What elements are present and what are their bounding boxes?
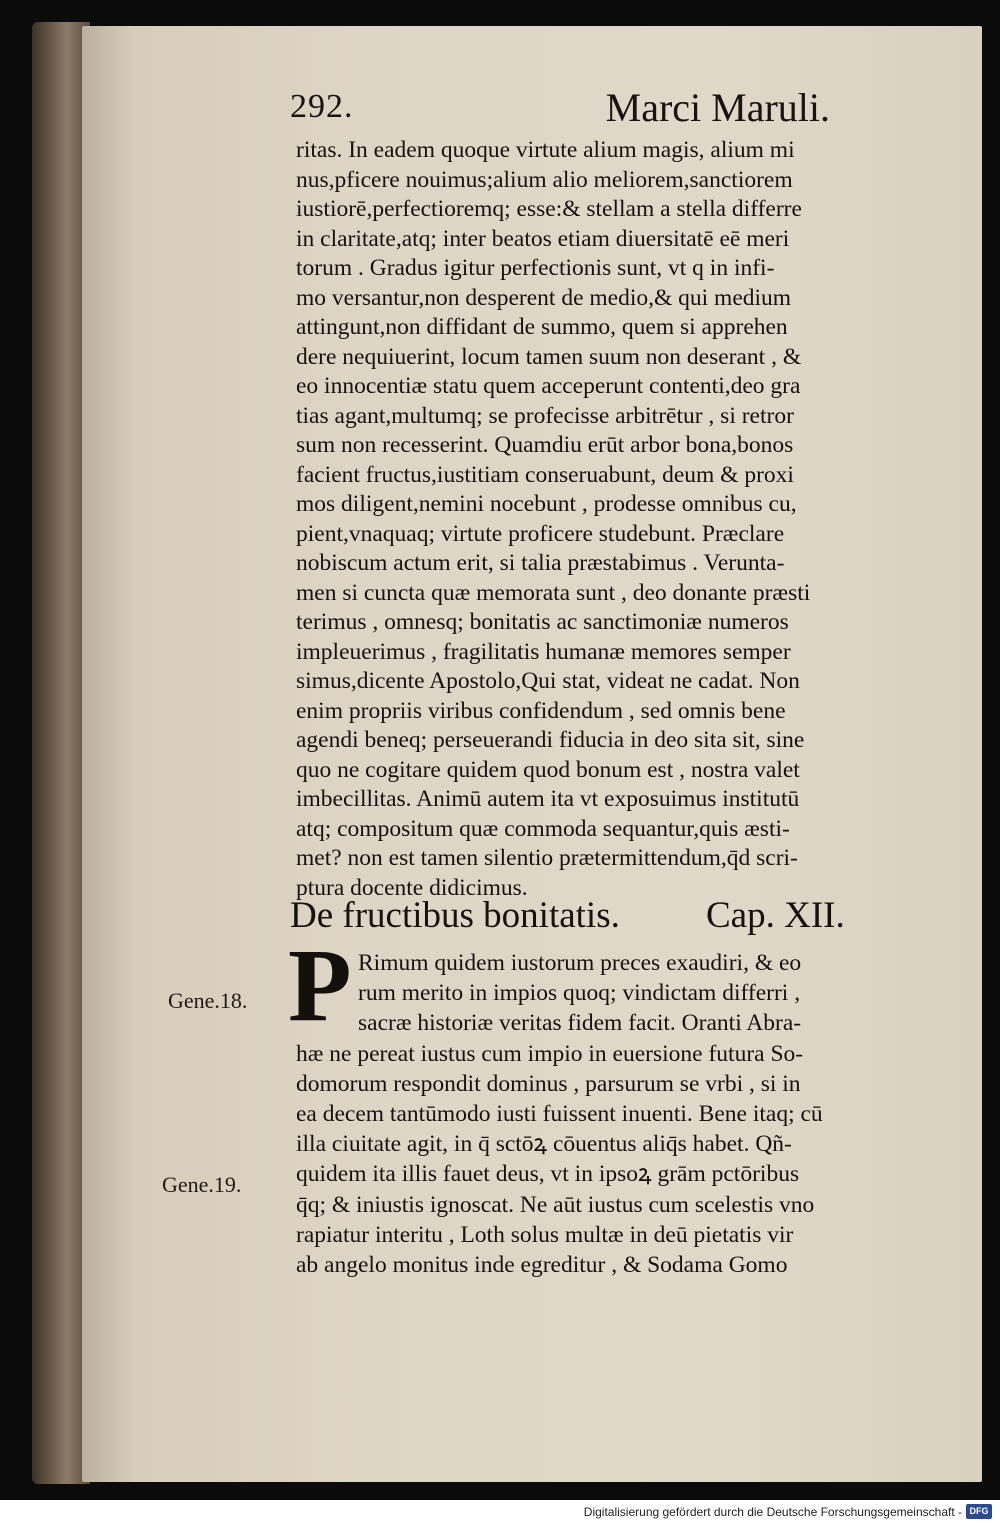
text-line: illa ciuitate agit, in q̄ sctōꝝ cōuentus aliq̄s habet. Qñ- xyxy=(296,1131,792,1158)
chapter-heading xyxy=(290,892,890,944)
text-line: impleuerimus , fragilitatis humanæ memores semper xyxy=(296,638,791,665)
chapter-title: De fructibus bonitatis. xyxy=(290,895,620,936)
chapter-text xyxy=(296,948,946,1280)
text-line: rapiatur interitu , Loth solus multæ in deū pietatis vir xyxy=(296,1221,794,1248)
text-line: simus,dicente Apostolo,Qui stat, videat ne cadat. Non xyxy=(296,668,800,694)
dfg-logo-icon: DFG xyxy=(966,1504,992,1519)
text-line: met? non est tamen silentio prætermittendum,q̄d scri- xyxy=(296,845,798,871)
text-line: nus,pficere nouimus;alium alio meliorem,sanctiorem xyxy=(296,166,793,193)
text-line: agendi beneq; perseuerandi fiducia in deo sita sit, sine xyxy=(296,727,805,753)
text-line: tias agant,multumq; se profecisse arbitrētur , si retror xyxy=(296,402,794,429)
text-line: eo innocentiæ statu quem acceperunt contenti,deo gra xyxy=(296,373,801,399)
text-line: quo ne cogitare quidem quod bonum est , nostra valet xyxy=(296,756,800,783)
margin-note: Gene.19. xyxy=(162,1172,242,1197)
text-line: torum . Gradus igitur perfectionis sunt, vt q in infi- xyxy=(296,255,775,281)
margin-note: Gene.18. xyxy=(168,988,248,1013)
text-line: Rimum quidem iustorum preces exaudiri, & eo xyxy=(358,950,802,976)
chapter-number: Cap. XII. xyxy=(706,895,845,936)
text-line: imbecillitas. Animū autem ita vt exposuimus institutū xyxy=(296,786,800,812)
text-line: enim propriis viribus confidendum , sed omnis bene xyxy=(296,697,786,724)
page-number: 292. xyxy=(290,88,354,125)
drop-cap-initial: P xyxy=(288,928,352,1043)
text-line: rum merito in impios quoq; vindictam differri , xyxy=(358,980,801,1007)
text-line: pient,vnaquaq; virtute proficere studebunt. Præclare xyxy=(296,520,785,547)
text-line: dere nequiuerint, locum tamen suum non deserant , & xyxy=(296,343,802,370)
text-line: ritas. In eadem quoque virtute alium magis, alium mi xyxy=(296,137,795,163)
text-line: men si cuncta quæ memorata sunt , deo donante præsti xyxy=(296,579,811,606)
text-line: in claritate,atq; inter beatos etiam diuersitatē eē meri xyxy=(296,225,790,252)
running-title: Marci Maruli. xyxy=(605,85,830,130)
text-line: quidem ita illis fauet deus, vt in ipsoꝝ grām pctōribus xyxy=(296,1161,800,1188)
text-line: ea decem tantūmodo iusti fuissent inuenti. Bene itaq; cū xyxy=(296,1100,823,1127)
text-line: q̄q; & iniustis ignoscat. Ne aūt iustus cum scelestis vno xyxy=(296,1191,815,1218)
text-line: domorum respondit dominus , parsurum se vrbi , si in xyxy=(296,1070,801,1097)
text-line: nobiscum actum erit, si talia præstabimus . Verunta- xyxy=(296,550,785,576)
text-line: atq; compositum quæ commoda sequantur,quis æsti- xyxy=(296,815,790,842)
text-line: sum non recesserint. Quamdiu erūt arbor bona,bonos xyxy=(296,432,794,458)
body-text xyxy=(296,136,946,903)
text-line: sacræ historiæ veritas fidem facit. Oranti Abra- xyxy=(358,1010,802,1037)
text-line: terimus , omnesq; bonitatis ac sanctimoniæ numeros xyxy=(296,609,789,635)
text-line: mos diligent,nemini nocebunt , prodesse omnibus cu, xyxy=(296,491,797,517)
text-line: ab angelo monitus inde egreditur , & Sodama Gomo xyxy=(296,1251,788,1278)
text-line: hæ ne pereat iustus cum impio in euersione futura So- xyxy=(296,1040,804,1067)
text-line: iustiorē,perfectioremq; esse:& stellam a stella differre xyxy=(296,196,802,222)
text-line: facient fructus,iustitiam conseruabunt, deum & proxi xyxy=(296,461,794,488)
text-line: attingunt,non diffidant de summo, quem si apprehen xyxy=(296,314,788,340)
footer-bar xyxy=(0,1500,1000,1524)
page-header xyxy=(290,84,830,134)
text-line: mo versantur,non desperent de medio,& qui medium xyxy=(296,284,792,311)
funding-credit: Digitalisierung gefördert durch die Deutsche Forschungsgemeinschaft - xyxy=(583,1505,962,1519)
text-line: ptura docente didicimus. xyxy=(296,874,528,901)
